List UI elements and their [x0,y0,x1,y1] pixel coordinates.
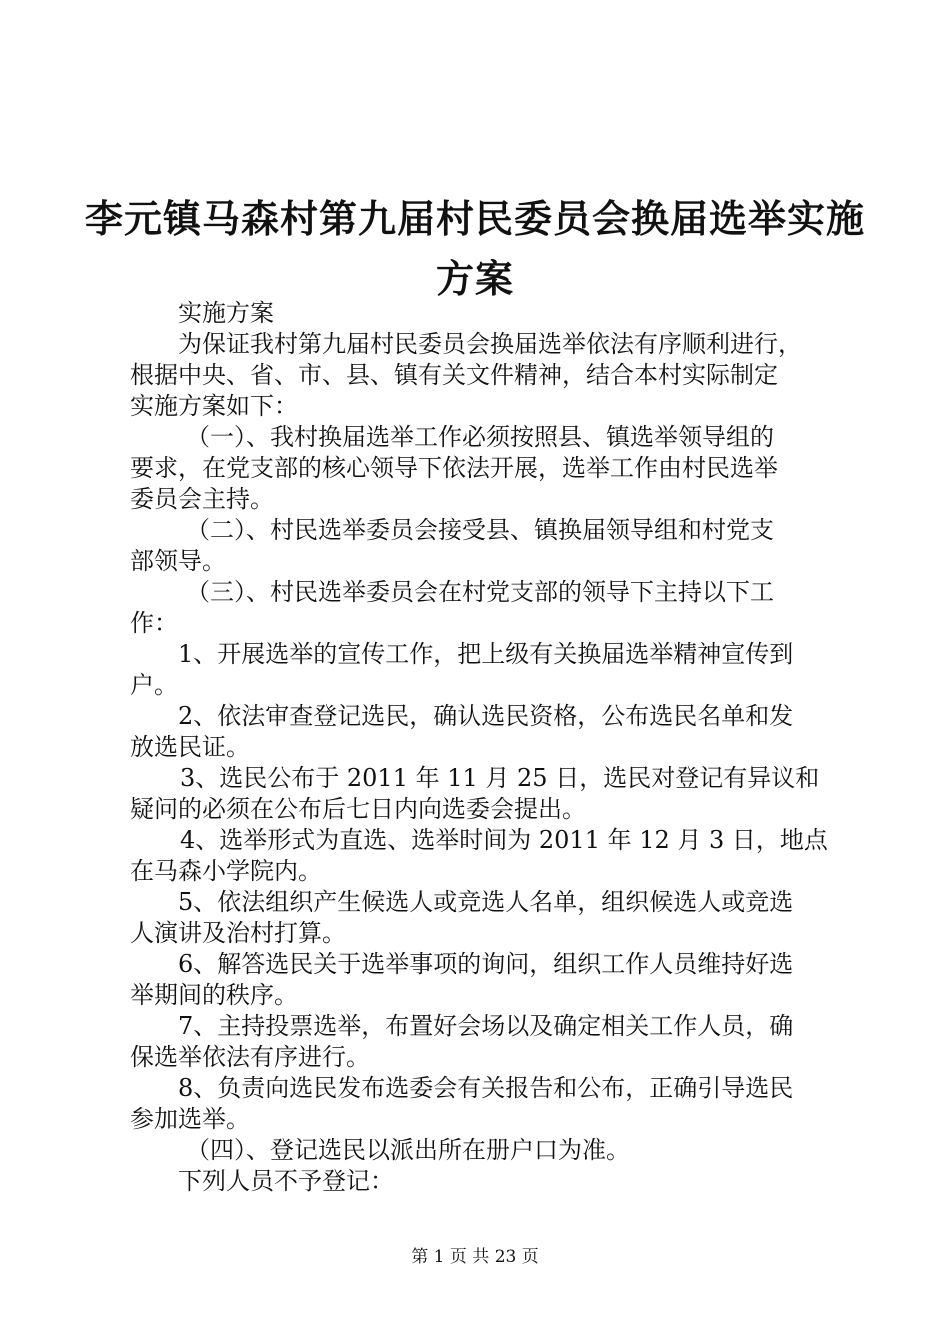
paragraph-line: 1、开展选举的宣传工作，把上级有关换届选举精神宣传到 [178,640,794,668]
document-title-line-2: 方案 [435,256,514,301]
paragraph-line: 为保证我村第九届村民委员会换届选举依法有序顺利进行， [178,330,802,358]
paragraph-line: 放选民证。 [130,733,250,761]
paragraph-line: 6、解答选民关于选举事项的询问，组织工作人员维持好选 [178,950,794,978]
paragraph-line: （三）、村民选举委员会在村党支部的领导下主持以下工 [186,578,774,606]
paragraph-line: 实施方案如下： [130,392,298,420]
paragraph-line: （一）、我村换届选举工作必须按照县、镇选举领导组的 [186,423,774,451]
paragraph-line: 3、选民公布于 2011 年 11 月 25 日，选民对登记有异议和 [180,764,820,792]
paragraph-line: 实施方案 [178,299,274,327]
paragraph-line: （二）、村民选举委员会接受县、镇换届领导组和村党支 [186,516,774,544]
paragraph-line: 根据中央、省、市、县、镇有关文件精神，结合本村实际制定 [130,361,778,389]
paragraph-line: 2、依法审查登记选民，确认选民资格，公布选民名单和发 [178,702,794,730]
paragraph-line: 8、负责向选民发布选委会有关报告和公布，正确引导选民 [178,1074,794,1102]
paragraph-line: 在马森小学院内。 [130,857,322,885]
paragraph-line: 参加选举。 [130,1105,250,1133]
paragraph-line: 4、选举形式为直选、选举时间为 2011 年 12 月 3 日，地点 [180,826,828,854]
paragraph-line: 7、主持投票选举，布置好会场以及确定相关工作人员，确 [178,1012,794,1040]
paragraph-line: 疑问的必须在公布后七日内向选委会提出。 [130,795,586,823]
document-title-line-1: 李元镇马森村第九届村民委员会换届选举实施 [84,196,865,241]
paragraph-line: 作： [130,609,178,637]
paragraph-line: （四）、登记选民以派出所在册户口为准。 [186,1136,630,1164]
paragraph-line: 人演讲及治村打算。 [130,919,346,947]
paragraph-line: 举期间的秩序。 [130,981,298,1009]
paragraph-line: 保选举依法有序进行。 [130,1043,370,1071]
paragraph-line: 下列人员不予登记： [178,1167,394,1195]
paragraph-line: 要求，在党支部的核心领导下依法开展，选举工作由村民选举 [130,454,778,482]
paragraph-line: 5、依法组织产生候选人或竞选人名单，组织候选人或竞选 [178,888,794,916]
paragraph-line: 户。 [130,671,178,699]
paragraph-line: 委员会主持。 [130,485,274,513]
paragraph-line: 部领导。 [130,547,226,575]
page-footer: 第 1 页 共 23 页 [411,1247,539,1267]
